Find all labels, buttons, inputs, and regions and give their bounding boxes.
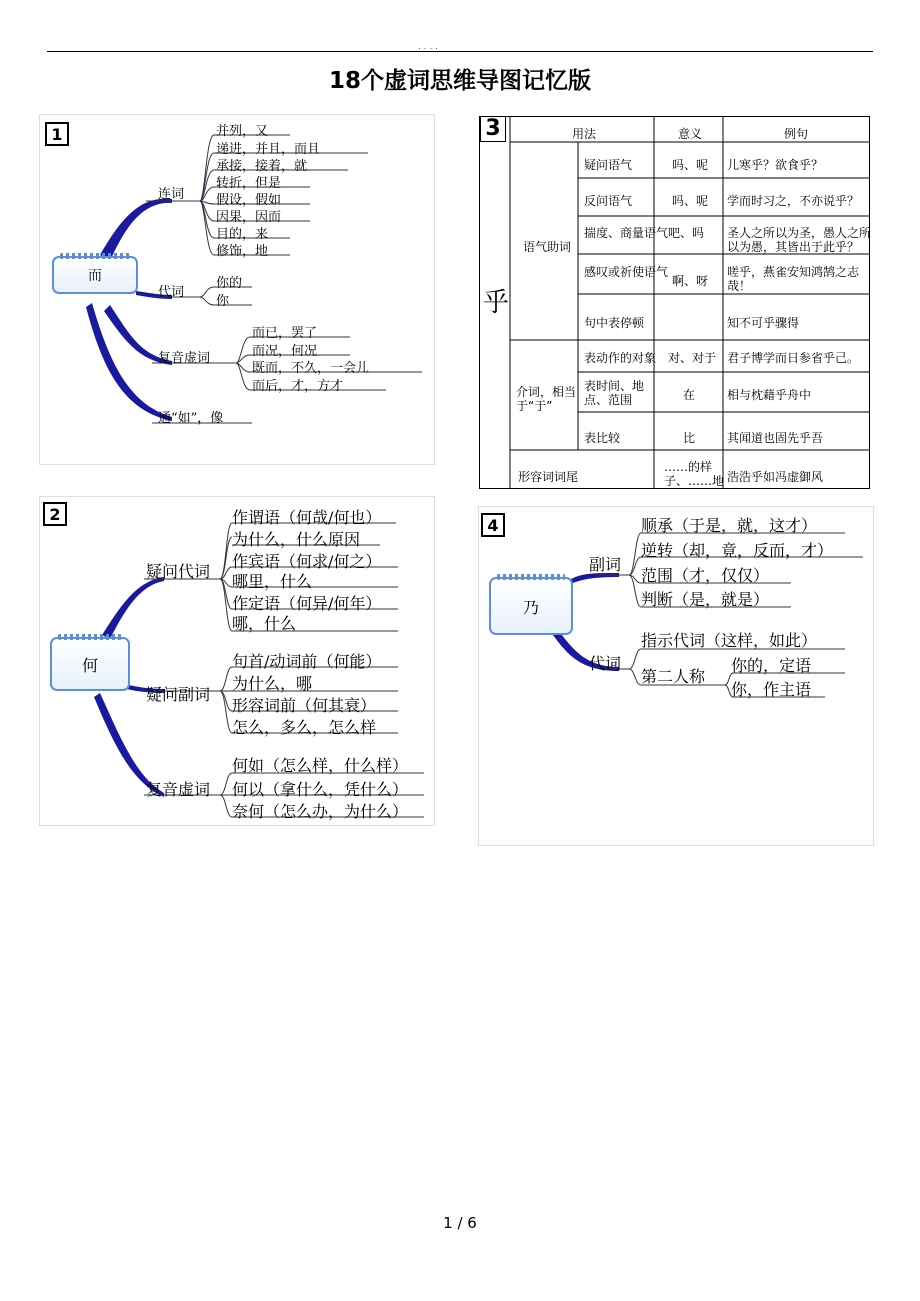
table-cell: 君子博学而日参省乎己。	[727, 351, 860, 365]
map-2-center-node	[50, 637, 130, 691]
table-group-preposition: 介词，相当于“于”	[516, 385, 577, 413]
header-dots: . . . .	[418, 42, 439, 52]
map-2-leaf: 作定语（何异/何年）	[232, 594, 382, 613]
map-4-subleaf: 你的，定语	[731, 656, 812, 675]
map-1-leaf: 目的，来	[216, 227, 269, 242]
table-cell: 揣度、商量语气	[584, 226, 669, 240]
table-header-meaning: 意义	[678, 127, 703, 141]
table-cell: 疑问语气	[584, 158, 633, 172]
map-1-branch-conjunction: 连词	[158, 187, 185, 202]
map-4-branch-pronoun: 代词	[589, 654, 622, 673]
map-4-leaf: 判断（是，就是）	[641, 590, 770, 609]
map-2-number: 2	[43, 502, 67, 526]
map-1-leaf: 而已，罢了	[252, 326, 318, 341]
map-4-subleaf: 你，作主语	[731, 680, 812, 699]
map-2-branch-adverb: 疑问副词	[146, 685, 211, 704]
map-1-leaf: 修饰，地	[216, 244, 269, 259]
map-1-leaf: 递进，并且，而且	[216, 142, 321, 157]
table-cell: 表时间、地点、范围	[584, 379, 645, 407]
map-3-number: 3	[480, 116, 506, 142]
table-cell: 啊、呀	[672, 274, 709, 288]
map-1-leaf: 你的	[216, 276, 243, 291]
map-2-leaf: 形容词前（何其衰）	[232, 696, 377, 715]
table-cell: 表动作的对象	[584, 351, 657, 365]
map-2-leaf: 作宾语（何求/何之）	[232, 552, 382, 571]
table-cell: 对、对于	[668, 351, 717, 365]
table-cell: 句中表停顿	[584, 316, 645, 330]
table-cell: 浩浩乎如冯虚御风	[727, 470, 824, 484]
table-cell: 吧、吗	[668, 226, 705, 240]
page-title: 18个虚词思维导图记忆版	[328, 68, 591, 94]
map-1-leaf: 因果，因而	[216, 210, 282, 225]
table-cell: 嗟乎，燕雀安知鸿鹄之志哉！	[727, 265, 860, 293]
map-4-leaf: 范围（才，仅仅）	[641, 566, 770, 585]
map-1-center-label: 而	[88, 268, 102, 284]
table-cell: 知不可乎骤得	[727, 316, 800, 330]
map-1-branch-compound: 复音虚词	[158, 351, 211, 366]
map-2-leaf: 何如（怎么样，什么样）	[232, 756, 409, 775]
map-2-leaf: 哪里，什么	[232, 572, 313, 591]
map-1-leaf: 并列，又	[216, 124, 269, 139]
map-2-leaf: 作谓语（何哉/何也）	[232, 508, 382, 527]
map-1-leaf: 假设，假如	[216, 193, 282, 208]
map-4-leaf: 指示代词（这样，如此）	[641, 631, 818, 650]
map-2-leaf: 为什么，哪	[232, 674, 313, 693]
map-1-leaf: 而况，何况	[252, 344, 318, 359]
table-cell: 在	[683, 388, 696, 402]
table-group-particle: 语气助词	[523, 240, 572, 254]
map-1-leaf: 转折，但是	[216, 176, 282, 191]
map-1-leaf: 承接，接着，就	[216, 159, 308, 174]
header-rule	[47, 51, 873, 52]
map-2-leaf: 何以（拿什么，凭什么）	[232, 780, 409, 799]
map-1-center-node	[52, 256, 138, 294]
map-4-branch-adverb: 副词	[589, 555, 622, 574]
map-2-leaf: 句首/动词前（何能）	[232, 652, 382, 671]
table-cell: 儿寒乎？欲食乎？	[727, 158, 824, 172]
map-4-center-label: 乃	[522, 597, 539, 617]
map-3-char: 乎	[483, 288, 510, 318]
map-4-leaf: 顺承（于是，就，这才）	[641, 516, 818, 535]
map-2-center-label: 何	[81, 655, 98, 675]
map-1-branch-pronoun: 代词	[158, 285, 185, 300]
map-1-leaf: 既而，不久，一会儿	[252, 361, 370, 376]
table-cell: 比	[683, 431, 696, 445]
map-2-leaf: 为什么，什么原因	[232, 530, 361, 549]
table-cell: 感叹或祈使语气	[584, 265, 669, 279]
table-cell: 学而时习之，不亦说乎？	[727, 194, 860, 208]
map-4-leaf: 第二人称	[641, 667, 706, 686]
mind-map-4	[478, 506, 874, 846]
map-2-branch-pronoun: 疑问代词	[146, 562, 211, 581]
map-1-number: 1	[45, 122, 69, 146]
map-2-leaf: 奈何（怎么办，为什么）	[232, 802, 409, 821]
table-cell: 吗、呢	[672, 194, 709, 208]
map-4-leaf: 逆转（却，竟，反而，才）	[641, 541, 834, 560]
table-cell: 吗、呢	[672, 158, 709, 172]
table-cell: 圣人之所以为圣，愚人之所以为愚，其皆出于此乎？	[727, 226, 872, 254]
table-cell: 表比较	[584, 431, 621, 445]
table-header-usage: 用法	[572, 127, 597, 141]
map-1-leaf: 你	[216, 294, 230, 309]
page-number: 1 / 6	[443, 1214, 477, 1232]
table-cell: 其闻道也固先乎吾	[727, 431, 824, 445]
table-cell: 相与枕藉乎舟中	[727, 388, 812, 402]
usage-table-3	[478, 114, 872, 490]
map-2-leaf: 怎么，多么，怎么样	[232, 718, 377, 737]
map-1-leaf: 而后，才，方才	[252, 379, 344, 394]
map-4-center-node	[489, 577, 573, 635]
mind-map-1	[39, 114, 435, 465]
mind-map-2	[39, 496, 435, 826]
map-1-branch-ru: 通“如”，像	[158, 411, 224, 426]
table-header-example: 例句	[784, 127, 809, 141]
map-2-leaf: 哪，什么	[232, 614, 297, 633]
table-cell: 反问语气	[584, 194, 633, 208]
table-cell: ……的样子、……地	[664, 460, 725, 488]
map-2-branch-compound: 复音虚词	[146, 780, 211, 799]
table-cell: 形容词词尾	[518, 470, 579, 484]
map-4-number: 4	[481, 513, 505, 537]
